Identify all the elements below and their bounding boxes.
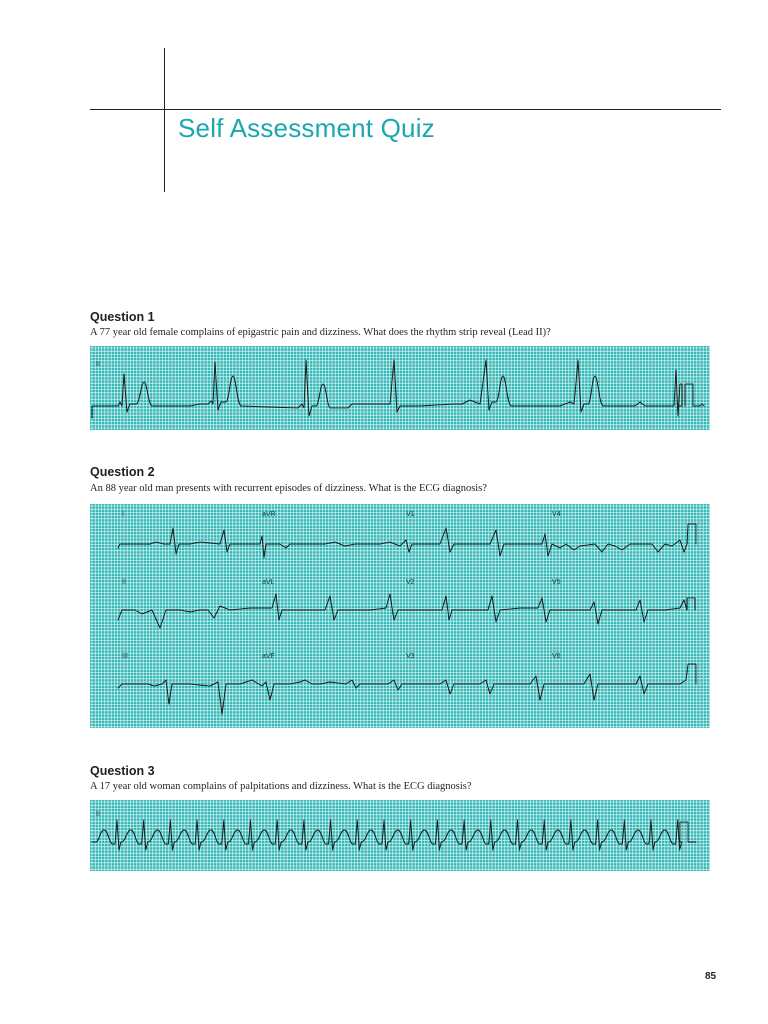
ecg-12-lead-question-2 — [90, 504, 710, 728]
question-2-heading: Question 2 — [90, 465, 155, 479]
question-1-text: A 77 year old female complains of epigastric pain and dizziness. What does the rhythm strip reveal (Lead II)? — [90, 327, 551, 338]
lead-label-v1: V1 — [406, 511, 415, 518]
lead-label-i: I — [122, 511, 124, 518]
page-number: 85 — [705, 971, 717, 982]
lead-label-v5: V5 — [552, 579, 561, 586]
question-3-heading: Question 3 — [90, 764, 155, 778]
header-horizontal-rule — [90, 109, 721, 110]
lead-label-v3: V3 — [406, 653, 415, 660]
lead-label-v2: V2 — [406, 579, 415, 586]
lead-label-avf: aVF — [262, 653, 275, 660]
lead-label-avl: aVL — [262, 579, 275, 586]
lead-label-v6: V6 — [552, 653, 561, 660]
question-2-text: An 88 year old man presents with recurrent episodes of dizziness. What is the ECG diagnosis? — [90, 483, 487, 494]
lead-label-v4: V4 — [552, 511, 561, 518]
page-title: Self Assessment Quiz — [178, 113, 435, 143]
question-1-heading: Question 1 — [90, 310, 155, 324]
lead-label-ii-q1: II — [96, 361, 100, 368]
margin-vertical-rule — [164, 48, 165, 192]
ecg-strip-question-1 — [90, 346, 710, 430]
lead-label-avr: aVR — [262, 511, 276, 518]
lead-label-iii: III — [122, 653, 128, 660]
question-3-text: A 17 year old woman complains of palpitations and dizziness. What is the ECG diagnosis? — [90, 781, 472, 792]
lead-label-ii-q3: II — [96, 811, 100, 818]
lead-label-ii: II — [122, 579, 126, 586]
ecg-strip-question-3 — [90, 800, 710, 871]
